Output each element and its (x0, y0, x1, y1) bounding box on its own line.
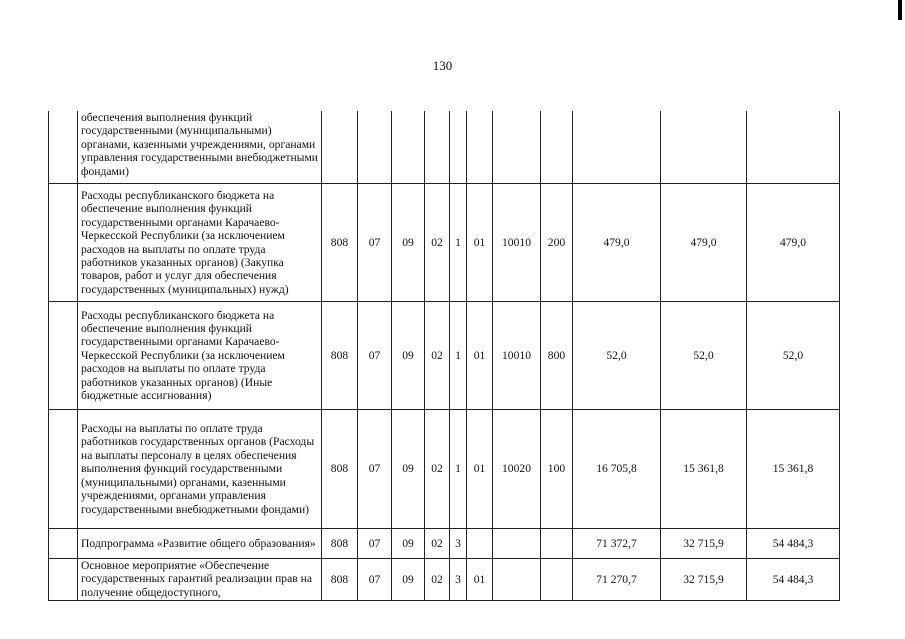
page-number: 130 (432, 58, 453, 73)
event-code (467, 529, 493, 559)
program-code: 02 (425, 559, 450, 601)
direction-code (493, 529, 541, 559)
event-code (467, 111, 493, 184)
gov-code: 808 (322, 184, 358, 302)
row-index-cell (49, 529, 78, 559)
event-code: 01 (467, 302, 493, 410)
amount-year-3 (747, 111, 840, 184)
row-index-cell (49, 302, 78, 410)
amount-year-3: 52,0 (747, 302, 840, 410)
program-code: 02 (425, 184, 450, 302)
amount-year-2: 52,0 (661, 302, 747, 410)
table-row (49, 410, 840, 529)
program-code: 02 (425, 302, 450, 410)
amount-year-2: 32 715,9 (661, 559, 747, 601)
row-description: Подпрограмма «Развитие общего образования» (78, 529, 322, 559)
event-code: 01 (467, 184, 493, 302)
expense-type-code (541, 559, 573, 601)
amount-year-2: 32 715,9 (661, 529, 747, 559)
amount-year-2 (661, 111, 747, 184)
row-index-cell (49, 111, 78, 184)
gov-code: 808 (322, 410, 358, 529)
row-description: обеспечения выполнения функций государственными (муниципальными) органами, казенными учреждениями, органами управления государственными внебюджетными фондами) (78, 111, 322, 184)
expense-type-code (541, 529, 573, 559)
event-code: 01 (467, 559, 493, 601)
section-code: 07 (358, 559, 392, 601)
section-code (358, 111, 392, 184)
subsection-code: 09 (392, 529, 425, 559)
row-index-cell (49, 559, 78, 601)
table-row (49, 184, 840, 302)
section-code: 07 (358, 184, 392, 302)
subprogram-code: 1 (450, 410, 467, 529)
row-index-cell (49, 184, 78, 302)
table-row (49, 111, 840, 184)
expense-type-code: 200 (541, 184, 573, 302)
gov-code: 808 (322, 529, 358, 559)
budget-table (48, 111, 840, 601)
expense-type-code (541, 111, 573, 184)
subprogram-code (450, 111, 467, 184)
subsection-code (392, 111, 425, 184)
subprogram-code: 3 (450, 529, 467, 559)
subprogram-code: 3 (450, 559, 467, 601)
row-description: Основное мероприятие «Обеспечение государственных гарантий реализации прав на получение общедоступного, (78, 559, 322, 601)
table-row (49, 559, 840, 601)
amount-year-3: 15 361,8 (747, 410, 840, 529)
table-row (49, 302, 840, 410)
amount-year-2: 479,0 (661, 184, 747, 302)
subsection-code: 09 (392, 184, 425, 302)
direction-code (493, 111, 541, 184)
program-code (425, 111, 450, 184)
amount-year-2: 15 361,8 (661, 410, 747, 529)
subsection-code: 09 (392, 559, 425, 601)
amount-year-3: 479,0 (747, 184, 840, 302)
amount-year-1 (573, 111, 661, 184)
expense-type-code: 100 (541, 410, 573, 529)
row-description: Расходы республиканского бюджета на обеспечение выполнения функций государственными органами Карачаево-Черкесской Республики (за исключением расходов на выплаты по оплате труда работников указанных органов) (Иные бюджетные ассигнования) (78, 302, 322, 410)
section-code: 07 (358, 529, 392, 559)
amount-year-3: 54 484,3 (747, 559, 840, 601)
direction-code: 10010 (493, 302, 541, 410)
direction-code: 10020 (493, 410, 541, 529)
amount-year-3: 54 484,3 (747, 529, 840, 559)
row-description: Расходы на выплаты по оплате труда работников государственных органов (Расходы на выплаты персоналу в целях обеспечения выполнения функций государственными (муниципальными) органами, казенными учреждениями, органами управления государственными внебюджетными фондами) (78, 410, 322, 529)
expense-type-code: 800 (541, 302, 573, 410)
scan-edge-mark (898, 0, 902, 20)
amount-year-1: 52,0 (573, 302, 661, 410)
subsection-code: 09 (392, 302, 425, 410)
program-code: 02 (425, 529, 450, 559)
gov-code: 808 (322, 302, 358, 410)
amount-year-1: 71 270,7 (573, 559, 661, 601)
row-index-cell (49, 410, 78, 529)
subprogram-code: 1 (450, 184, 467, 302)
table-row (49, 529, 840, 559)
direction-code (493, 559, 541, 601)
subsection-code: 09 (392, 410, 425, 529)
subprogram-code: 1 (450, 302, 467, 410)
section-code: 07 (358, 302, 392, 410)
amount-year-1: 71 372,7 (573, 529, 661, 559)
amount-year-1: 16 705,8 (573, 410, 661, 529)
event-code: 01 (467, 410, 493, 529)
section-code: 07 (358, 410, 392, 529)
gov-code: 808 (322, 559, 358, 601)
program-code: 02 (425, 410, 450, 529)
row-description: Расходы республиканского бюджета на обеспечение выполнения функций государственными органами Карачаево-Черкесской Республики (за исключением расходов на выплаты по оплате труда работников указанных органов) (Закупка товаров, работ и услуг для обеспечения государственных (муниципальных) нужд) (78, 184, 322, 302)
gov-code (322, 111, 358, 184)
amount-year-1: 479,0 (573, 184, 661, 302)
direction-code: 10010 (493, 184, 541, 302)
